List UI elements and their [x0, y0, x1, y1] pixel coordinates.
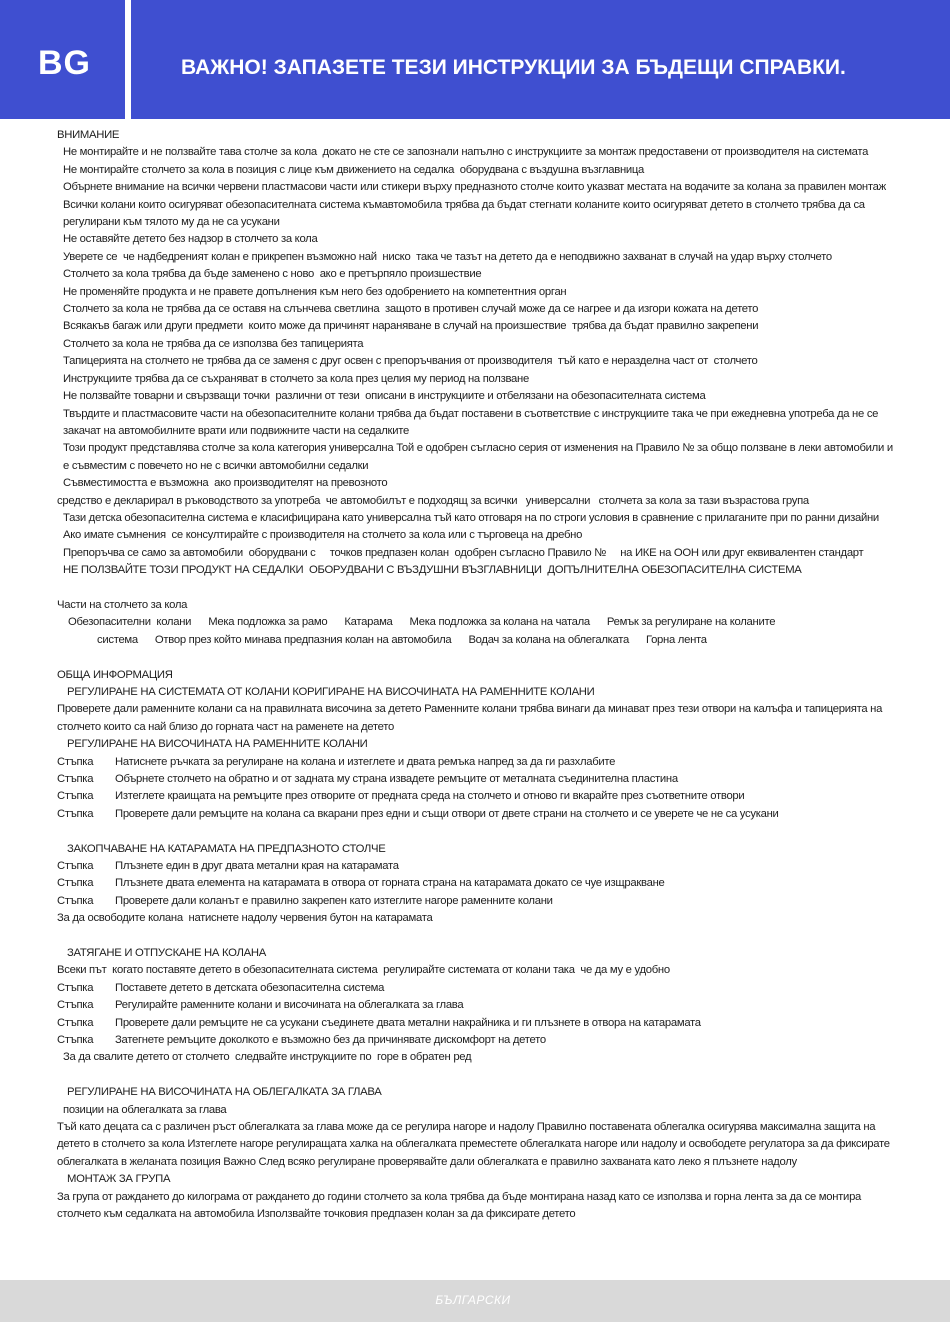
- warning-item: Не монтирайте и не ползвайте тава столче за кола докато не сте се запознали напълно с инструкциите за монтаж предоставени от производителя на системата: [63, 146, 869, 159]
- warning-item: средство е декларирал в ръководството за употреба че автомобилът е подходящ за всички универсални столчета за кола за тази възрастова група: [57, 494, 809, 507]
- step-text: Плъзнете един в друг двата метални края на катарамата: [115, 860, 399, 873]
- step-text: Проверете дали коланът е правилно закрепен като изтеглите нагоре раменните колани: [115, 894, 553, 907]
- section-heading: РЕГУЛИРАНЕ НА СИСТЕМАТА ОТ КОЛАНИ КОРИГИРАНЕ НА ВИСОЧИНАТА НА РАМЕННИТЕ КОЛАНИ: [67, 685, 595, 698]
- page-title: ВАЖНО! ЗАПАЗЕТЕ ТЕЗИ ИНСТРУКЦИИ ЗА БЪДЕЩИ СПРАВКИ.: [181, 56, 846, 79]
- step-label: Стъпка: [57, 1016, 94, 1029]
- step-text: Регулирайте раменните колани и височината на облегалката за глава: [115, 999, 464, 1012]
- paragraph: Всеки път когато поставяте детето в обезопасителната система регулирайте системата от колани така че да му е удобно: [57, 964, 670, 977]
- paragraph: позиции на облегалката за глава: [63, 1103, 227, 1116]
- warning-item: Не монтирайте столчето за кола в позиция с лице към движението на седалка оборудвана с въздушна възглавница: [63, 163, 645, 176]
- warning-item: Всякакъв багаж или други предмети които може да причинят нараняване в случай на произшествие трябва да бъдат правилно закрепени: [63, 320, 759, 333]
- paragraph: Проверете дали раменните колани са на правилната височина за детето Раменните колани трябва винаги да минават през тези отвори на калъфа и тапицерията на столчето които са най близо до горната част на раменете на детето: [57, 703, 883, 733]
- step-label: Стъпка: [57, 790, 94, 803]
- step-row: [57, 997, 893, 1014]
- step-text: Проверете дали ремъците не са усукани съединете двата метални накрайника и ги плъзнете в отвора на катарамата: [115, 1016, 701, 1029]
- warning-item: Инструкциите трябва да се съхраняват в столчето за кола през целия му период на ползване: [63, 372, 529, 385]
- step-label: Стъпка: [57, 981, 94, 994]
- warning-item: Столчето за кола трябва да бъде заменено с ново ако е претърпяло произшествие: [63, 268, 482, 281]
- warning-item: Всички колани които осигуряват обезопасителната система къмавтомобила трябва да бъдат стегнати коланите които осигуряват детето в столчето трябва да са регулирани към тялото му да не са усукани: [63, 198, 865, 229]
- language-code-box: [0, 0, 125, 119]
- section-heading: ЗАТЯГАНЕ И ОТПУСКАНЕ НА КОЛАНА: [67, 947, 266, 960]
- warning-item: Уверете се че надбедреният колан е прикрепен възможно най ниско така че тазът на детето да е неподвижно захванат в случай на удар върху столчето: [63, 250, 832, 263]
- step-row: [57, 858, 893, 875]
- section-heading: ЗАКОПЧАВАНЕ НА КАТАРАМАТА НА ПРЕДПАЗНОТО СТОЛЧЕ: [67, 842, 386, 855]
- step-label: Стъпка: [57, 773, 94, 785]
- warning-item: Ако имате съмнения се консултирайте с производителя на столчето за кола или с търговеца на дребно: [63, 529, 583, 542]
- step-text: Затегнете ремъците доколкото е възможно без да причинявате дискомфорт на детето: [115, 1034, 546, 1047]
- step-label: Стъпка: [57, 999, 94, 1012]
- warning-item: Тапицерията на столчето не трябва да се заменя с друг освен с препоръчвания от производителя тъй като е неразделна част от столчето: [63, 355, 758, 368]
- paragraph: За да освободите колана натиснете надолу червения бутон на катарамата: [57, 912, 433, 925]
- step-row: [57, 893, 893, 910]
- warning-item: НЕ ПОЛЗВАЙТЕ ТОЗИ ПРОДУКТ НА СЕДАЛКИ ОБОРУДВАНИ С ВЪЗДУШНИ ВЪЗГЛАВНИЦИ ДОПЪЛНИТЕЛНА ОБЕЗОПАСИТЕЛНА СИСТЕМА: [63, 564, 802, 577]
- warning-item: Не променяйте продукта и не правете допълнения към него без одобрението на компетентния орган: [63, 285, 567, 298]
- warning-item: Този продукт представлява столче за кола категория универсална Той е одобрен съгласно серия от изменения на Правило № за общо ползване в леки автомобили и е съвместим с повечето но не с всички автомобилни седалки: [63, 442, 893, 472]
- footer-language: БЪЛГАРСКИ: [435, 1293, 511, 1307]
- step-text: Поставете детето в детската обезопасителна система: [115, 981, 385, 994]
- warning-item: Препоръчва се само за автомобили оборудвани с точков предпазен колан одобрен съгласно Правило № на ИКЕ на ООН или друг еквивалентен стандарт: [63, 546, 864, 559]
- section-heading: РЕГУЛИРАНЕ НА ВИСОЧИНАТА НА ОБЛЕГАЛКАТА ЗА ГЛАВА: [67, 1086, 382, 1099]
- parts-list-line: Обезопасителни колани Мека подложка за рамо Катарама Мека подложка за колана на чатала Ремък за регулиране на коланите: [68, 616, 776, 629]
- step-row: [57, 754, 893, 771]
- warning-item: Съвместимостта е възможна ако производителят на превозното: [63, 477, 388, 490]
- general-heading: ОБЩА ИНФОРМАЦИЯ: [57, 668, 173, 681]
- step-label: Стъпка: [57, 755, 94, 768]
- step-text: Натиснете ръчката за регулиране на колана и изтеглете и двата ремъка напред за да ги разхлабите: [115, 755, 616, 768]
- warning-item: Твърдите и пластмасовите части на обезопасителните колани трябва да бъдат поставени в съответствие с инструкциите така че при ежедневна употреба да не се закачат на автомобилните врати или подвижните части на седалките: [63, 407, 879, 437]
- header-divider: [125, 0, 131, 119]
- step-label: Стъпка: [57, 1034, 94, 1047]
- step-text: Плъзнете двата елемента на катарамата в отвора от горната страна на катарамата докато се чуе изщракване: [115, 877, 665, 890]
- warning-item: Не оставяйте детето без надзор в столчето за кола: [63, 233, 318, 246]
- step-row: [57, 806, 893, 823]
- parts-heading: Части на столчето за кола: [57, 598, 188, 611]
- warning-heading: ВНИМАНИЕ: [57, 129, 120, 141]
- step-row: [57, 771, 893, 788]
- language-code: BG: [38, 44, 91, 82]
- step-row: [57, 788, 893, 805]
- step-label: Стъпка: [57, 807, 94, 820]
- step-text: Обърнете столчето на обратно и от задната му страна извадете ремъците от металната съединителна пластина: [115, 773, 678, 785]
- step-row: [57, 980, 893, 997]
- header-bar: [0, 0, 950, 119]
- paragraph: Тъй като децата са с различен ръст облегалката за глава може да се регулира нагоре и надолу Правилно поставената облегалка осигурява максимална защита на детето в столчето за кола Изтеглете нагоре регулиращата халка на облегалката преместете облегалката нагоре или надолу и освободете регулатора за да фиксирате облегалката в желаната позиция Важно След всяко регулиране проверявайте дали облегалката е правилно захваната като леко я плъзнете надолу: [57, 1121, 890, 1168]
- step-text: Изтеглете краищата на ремъците през отворите от предната среда на столчето и отново ги вкарайте през съответните отвори: [115, 790, 745, 803]
- step-row: [57, 875, 893, 892]
- paragraph: За да свалите детето от столчето следвайте инструкциите по горе в обратен ред: [63, 1051, 472, 1064]
- warning-item: Не ползвайте товарни и свързващи точки различни от тези описани в инструкциите и отбелязани на обезопасителната система: [63, 390, 706, 403]
- warning-item: Тази детска обезопасителна система е класифицирана като универсална тъй като отговаря на по строги условия в сравнение с прилаганите при по ранни дизайни: [63, 511, 879, 524]
- warning-list: [57, 144, 893, 579]
- section-heading: МОНТАЖ ЗА ГРУПА: [67, 1173, 171, 1186]
- warning-item: Обърнете внимание на всички червени пластмасови части или стикери върху предназното столче които указват местата на водачите за колана за правилен монтаж: [63, 181, 886, 194]
- warning-item: Столчето за кола не трябва да се оставя на слънчева светлина защото в противен случай може да се нагрее и да изгори кожата на детето: [63, 303, 759, 316]
- step-row: [57, 1032, 893, 1049]
- section-heading: РЕГУЛИРАНЕ НА ВИСОЧИНАТА НА РАМЕННИТЕ КОЛАНИ: [67, 738, 368, 751]
- warning-item: Столчето за кола не трябва да се използва без тапицерията: [63, 337, 364, 350]
- paragraph: За група от раждането до килограма от раждането до години столчето за кола трябва да бъде монтирана назад като се използва и горна лента за да се монтира столчето към седалката на автомобила Използвайте точковия предпазен колан за да фиксирате детето: [57, 1190, 862, 1221]
- step-label: Стъпка: [57, 877, 94, 890]
- instructions-content: [57, 127, 893, 1224]
- step-text: Проверете дали ремъците на колана са вкарани през едни и същи отвори от двете страни на столчето и се уверете че не са усукани: [115, 807, 779, 820]
- step-label: Стъпка: [57, 894, 94, 907]
- footer-bar: [0, 1280, 950, 1322]
- step-label: Стъпка: [57, 860, 94, 873]
- step-row: [57, 1015, 893, 1032]
- parts-list-line: система Отвор през който минава предпазния колан на автомобила Водач за колана на облегалката Горна лента: [97, 633, 707, 646]
